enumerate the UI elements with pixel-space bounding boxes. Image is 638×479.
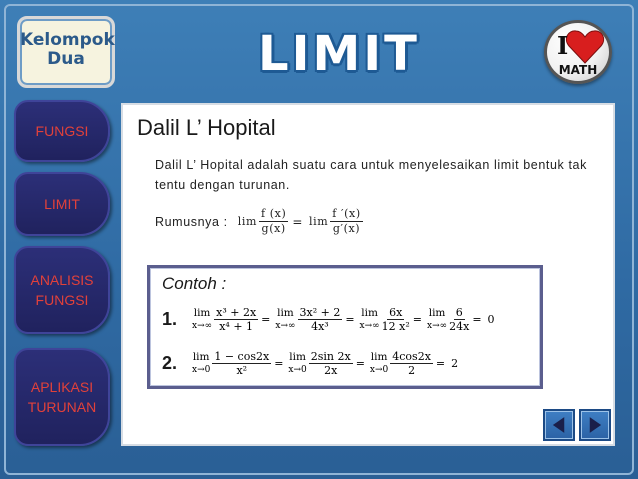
nav-button-fungsi[interactable] [14,100,110,162]
ex1-t1-num: x³ + 2x [216,306,257,319]
ex1-t2-num: 3x² + 2 [299,306,341,319]
nav-label-analisis: ANALISIS FUNGSI [30,272,94,308]
example-2 [162,350,461,377]
formula-row [155,207,363,236]
lim-operator [238,215,257,228]
example-1 [162,306,498,333]
previous-slide-button[interactable] [543,409,575,441]
ex2-lim-sub-1: x→0 [192,364,211,375]
ex1-eq-1: = [261,313,271,326]
lhs-numerator: f (x) [260,207,287,220]
nav-button-analisis-fungsi[interactable] [14,246,110,334]
ex1-lim-3 [360,307,380,333]
heart-icon [565,29,605,65]
fraction-rhs [330,207,362,236]
ex2-term-1 [212,350,271,377]
nav-label-aplikasi: APLIKASI TURUNAN [27,379,97,415]
ex2-lim-3 [370,351,388,377]
arrow-left-icon [545,411,573,439]
ex1-term-1 [214,306,258,333]
page-title: LIMIT [258,26,420,82]
fraction-lhs [259,207,288,236]
nav-label-fungsi: FUNGSI [35,123,89,139]
ex2-lim-2 [288,351,306,377]
ex2-t2-num: 2sin 2x [310,350,351,363]
i-love-math-badge [544,20,612,84]
ex2-lim-text-2: lim [289,350,306,363]
ex1-eq-2: = [345,313,355,326]
ex2-lim-sub-3: x→0 [369,364,389,375]
badge-word: MATH [558,63,598,77]
ex2-lim-sub-2: x→0 [288,364,307,375]
lim-operator-2 [309,215,328,228]
logo-line2: Dua [47,49,85,69]
lim-text: lim [237,215,257,228]
ex2-lim-text-1: lim [192,350,210,363]
example-box [147,265,543,389]
ex1-lim-text-4: lim [428,306,446,319]
ex1-t3-num: 6x [389,306,403,319]
ex2-result: 2 [451,357,459,370]
ex2-lim-text-3: lim [370,350,388,363]
arrow-right-icon [581,411,609,439]
example-label: Contoh : [162,274,227,293]
next-slide-button[interactable] [579,409,611,441]
ex2-t1-den: x² [236,364,248,377]
ex1-lim-2 [275,307,295,333]
ex1-lim-text-1: lim [193,306,211,319]
ex2-term-2 [309,350,353,377]
lhs-denominator: g(x) [261,222,286,235]
ex1-t4-den: 24x [449,320,470,333]
ex2-term-3 [390,350,433,377]
content-panel [121,103,615,446]
ex1-eq-3: = [412,313,422,326]
ex1-eq-4: = [472,313,482,326]
ex1-t1-den: x⁴ + 1 [219,320,254,333]
rumus-label: Rumusnya : [155,214,228,229]
rhs-numerator: f ′(x) [332,207,361,220]
ex2-t3-num: 4cos2x [392,350,431,363]
ex1-lim-text-2: lim [277,306,294,319]
ex1-lim-sub-2: x→∞ [275,320,296,331]
ex1-term-2 [298,306,343,333]
ex1-lim-text-3: lim [361,306,378,319]
ex2-eq-2: = [355,357,365,370]
lhopital-formula [236,207,363,236]
ex1-result: 0 [487,313,495,326]
equals-sign: = [292,214,303,229]
ex2-t1-num: 1 − cos2x [214,350,270,363]
ex2-t2-den: 2x [324,364,338,377]
ex1-lim-sub-4: x→∞ [427,320,448,331]
logo-line1: Kelompok [20,30,115,50]
description-text: Dalil L’ Hopital adalah suatu cara untuk menyelesaikan limit bentuk tak tentu dengan turunan. [155,158,587,192]
ex1-term-3 [382,306,410,333]
ex2-t3-den: 2 [408,364,416,377]
rhs-denominator: g′(x) [332,222,361,235]
nav-button-aplikasi-turunan[interactable] [14,348,110,446]
lim-text-2: lim [309,215,329,228]
ex1-lim-sub-3: x→∞ [359,320,380,331]
badge-i: I [557,31,569,60]
ex1-lim-4 [427,307,447,333]
nav-button-limit[interactable] [14,172,110,236]
example-1-number: 1. [162,309,178,329]
content-heading: Dalil L’ Hopital [137,115,276,140]
ex2-eq-1: = [274,357,284,370]
ex1-lim-sub-1: x→∞ [192,320,213,331]
example-2-number: 2. [162,353,178,373]
ex1-t3-den: 12 x² [381,320,410,333]
ex2-eq-3: = [435,357,446,370]
group-logo [17,16,115,88]
nav-label-limit: LIMIT [44,196,80,212]
ex1-t4-num: 6 [455,306,463,319]
ex1-t2-den: 4x³ [311,320,329,333]
ex1-term-4 [449,306,469,333]
ex1-lim-1 [192,307,212,333]
ex2-lim-1 [192,351,210,377]
